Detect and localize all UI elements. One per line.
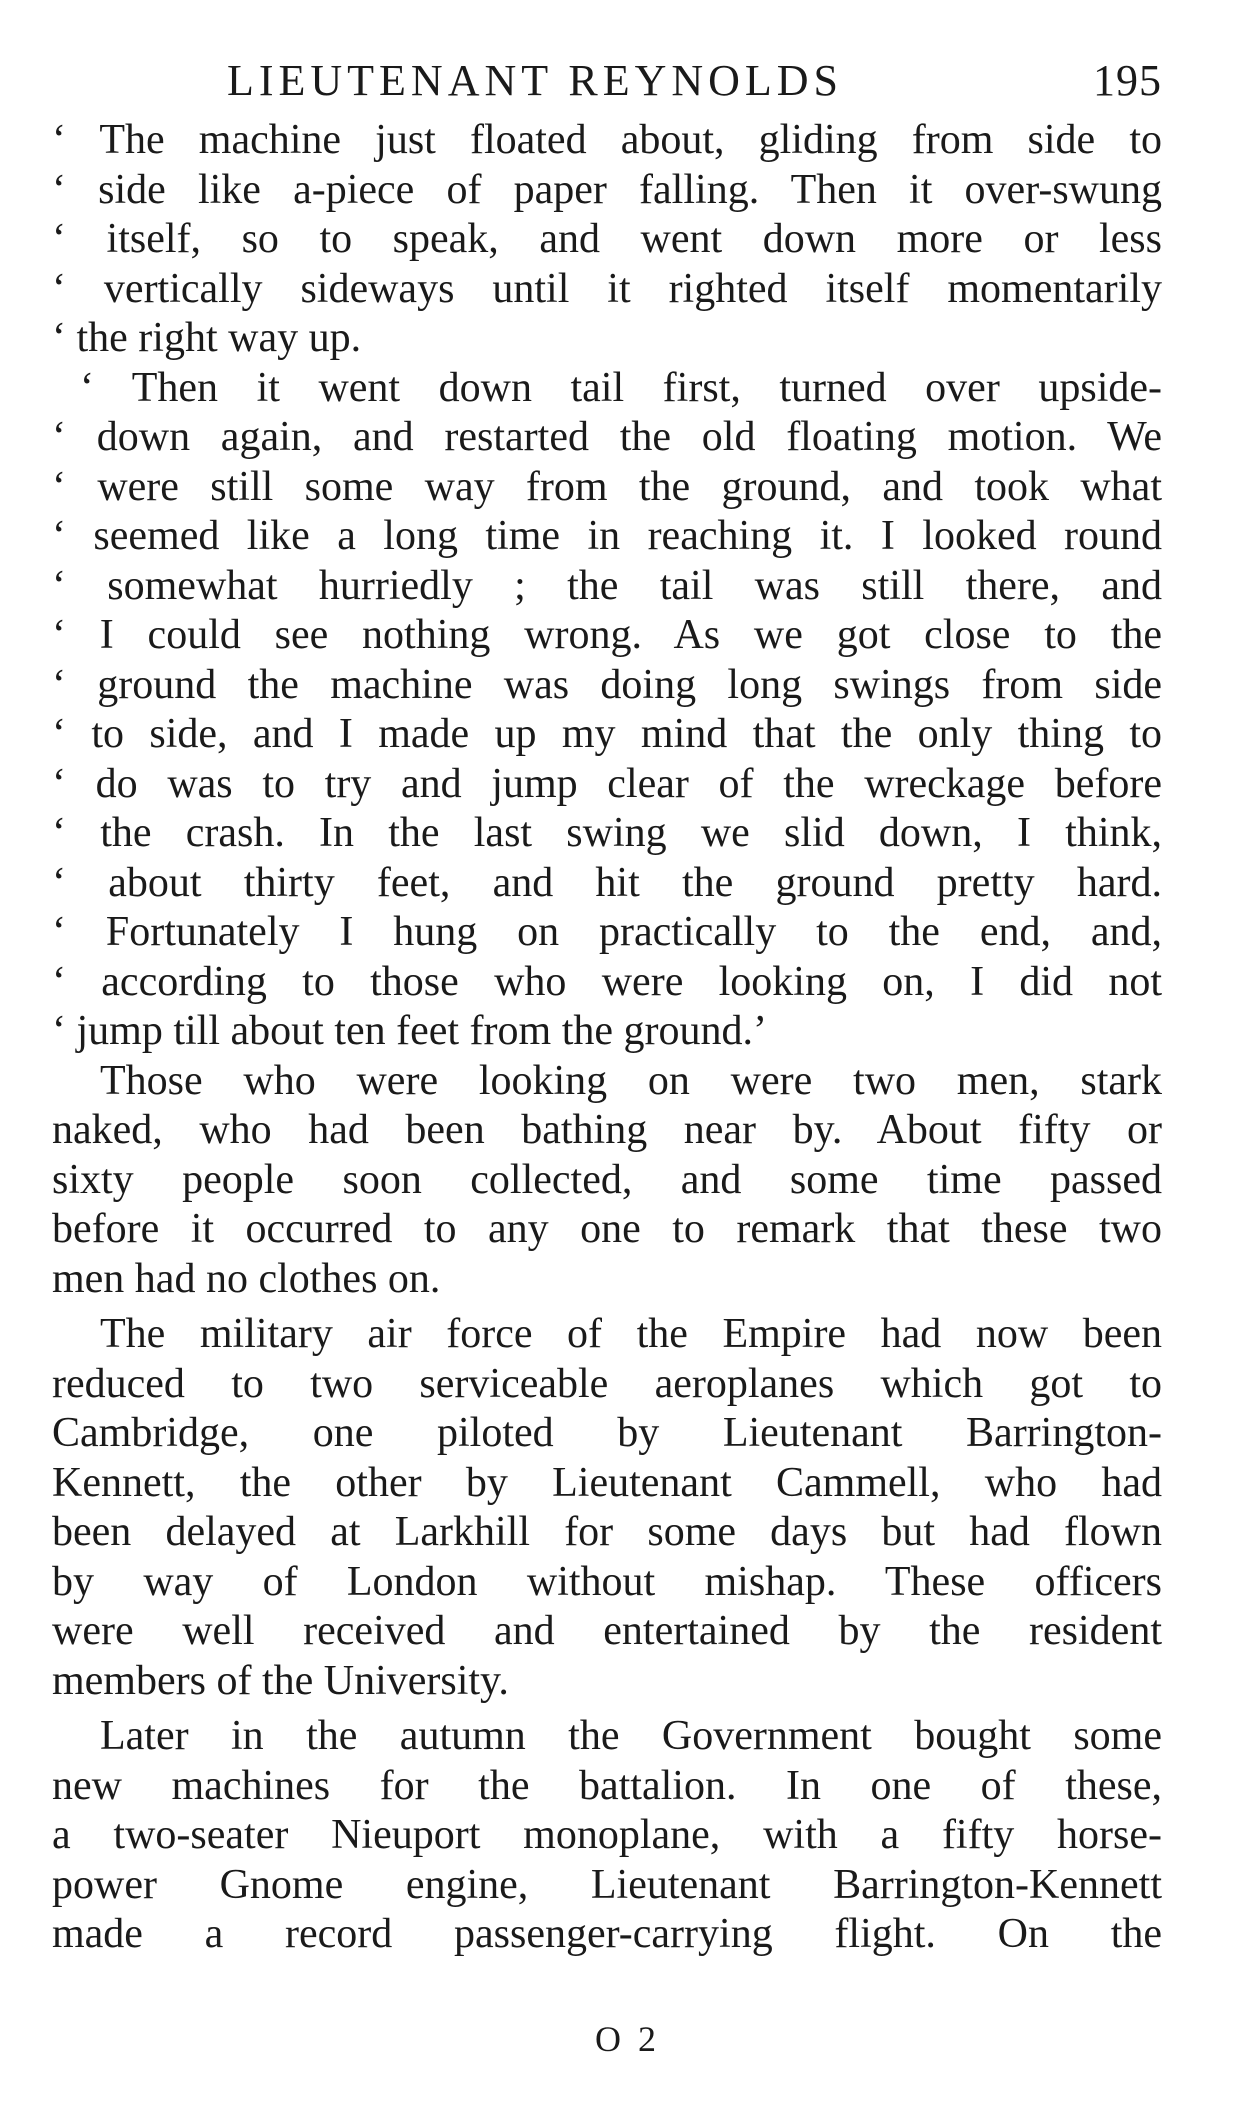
text-line: ‘ according to those who were looking on, I did not	[52, 958, 1162, 1005]
text-line: ‘ do was to try and jump clear of the wreckage before	[52, 760, 1162, 807]
text-line: ‘ jump till about ten feet from the ground.’	[52, 1008, 767, 1054]
text-line: a two-seater Nieuport monoplane, with a fifty horse-	[52, 1812, 1162, 1858]
text-line: ‘ the crash. In the last swing we slid down, I think,	[52, 810, 1162, 856]
text-line: ‘ seemed like a long time in reaching it. I looked round	[52, 513, 1162, 559]
book-page	[52, 50, 1162, 1960]
text-line: ‘ down again, and restarted the old floating motion. We	[52, 414, 1162, 460]
text-line: before it occurred to any one to remark that these two	[52, 1206, 1162, 1252]
text-line: by way of London without mishap. These officers	[52, 1558, 1162, 1605]
text-line: were well received and entertained by the resident	[52, 1608, 1162, 1654]
text-line: members of the University.	[52, 1657, 509, 1704]
running-head	[52, 50, 1162, 112]
paragraph-5	[52, 1712, 1162, 1960]
text-line: Later in the autumn the Government bought some	[100, 1713, 1162, 1759]
text-line: ‘ itself, so to speak, and went down more or less	[52, 216, 1162, 262]
body-text	[52, 116, 1162, 1960]
text-line: been delayed at Larkhill for some days but had flown	[52, 1509, 1162, 1555]
text-line: ‘ ground the machine was doing long swings from side	[52, 661, 1162, 708]
printer-signature-mark: O 2	[595, 2019, 660, 2059]
text-line: ‘ The machine just floated about, gliding from side to	[52, 117, 1162, 163]
text-line: ‘ Fortunately I hung on practically to the end, and,	[52, 909, 1162, 955]
text-line: The military air force of the Empire had now been	[100, 1311, 1162, 1357]
paragraph-4	[52, 1310, 1162, 1706]
paragraph-quote-1	[52, 116, 1162, 364]
paragraph-3	[52, 1057, 1162, 1305]
text-line: men had no clothes on.	[52, 1255, 441, 1302]
text-line: naked, who had been bathing near by. About fifty or	[52, 1107, 1162, 1153]
text-line: made a record passenger-carrying flight. On the	[52, 1911, 1162, 1957]
page-number: 195	[1093, 56, 1162, 105]
text-line: ‘ were still some way from the ground, and took what	[52, 463, 1162, 510]
chapter-title: LIEUTENANT REYNOLDS	[227, 56, 844, 105]
text-line: new machines for the battalion. In one of these,	[52, 1762, 1162, 1809]
paragraph-quote-2	[52, 364, 1162, 1057]
text-line: reduced to two serviceable aeroplanes which got to	[52, 1360, 1162, 1407]
text-line: ‘ Then it went down tail first, turned over upside-	[80, 364, 1162, 411]
text-line: Kennett, the other by Lieutenant Cammell, who had	[52, 1459, 1162, 1506]
text-line: ‘ side like a-piece of paper falling. Then it over-swung	[52, 166, 1162, 213]
text-line: ‘ vertically sideways until it righted itself momentarily	[52, 265, 1162, 312]
text-line: ‘ about thirty feet, and hit the ground pretty hard.	[52, 859, 1162, 906]
text-line: ‘ I could see nothing wrong. As we got close to the	[52, 612, 1162, 658]
text-line: power Gnome engine, Lieutenant Barrington-Kennett	[52, 1861, 1162, 1908]
text-line: Cambridge, one piloted by Lieutenant Barrington-	[52, 1410, 1162, 1456]
text-line: ‘ somewhat hurriedly ; the tail was still there, and	[52, 562, 1162, 609]
text-line: ‘ to side, and I made up my mind that the only thing to	[52, 711, 1162, 757]
text-line: Those who were looking on were two men, stark	[100, 1057, 1162, 1104]
text-line: sixty people soon collected, and some time passed	[52, 1156, 1162, 1203]
text-line: ‘ the right way up.	[52, 315, 362, 361]
